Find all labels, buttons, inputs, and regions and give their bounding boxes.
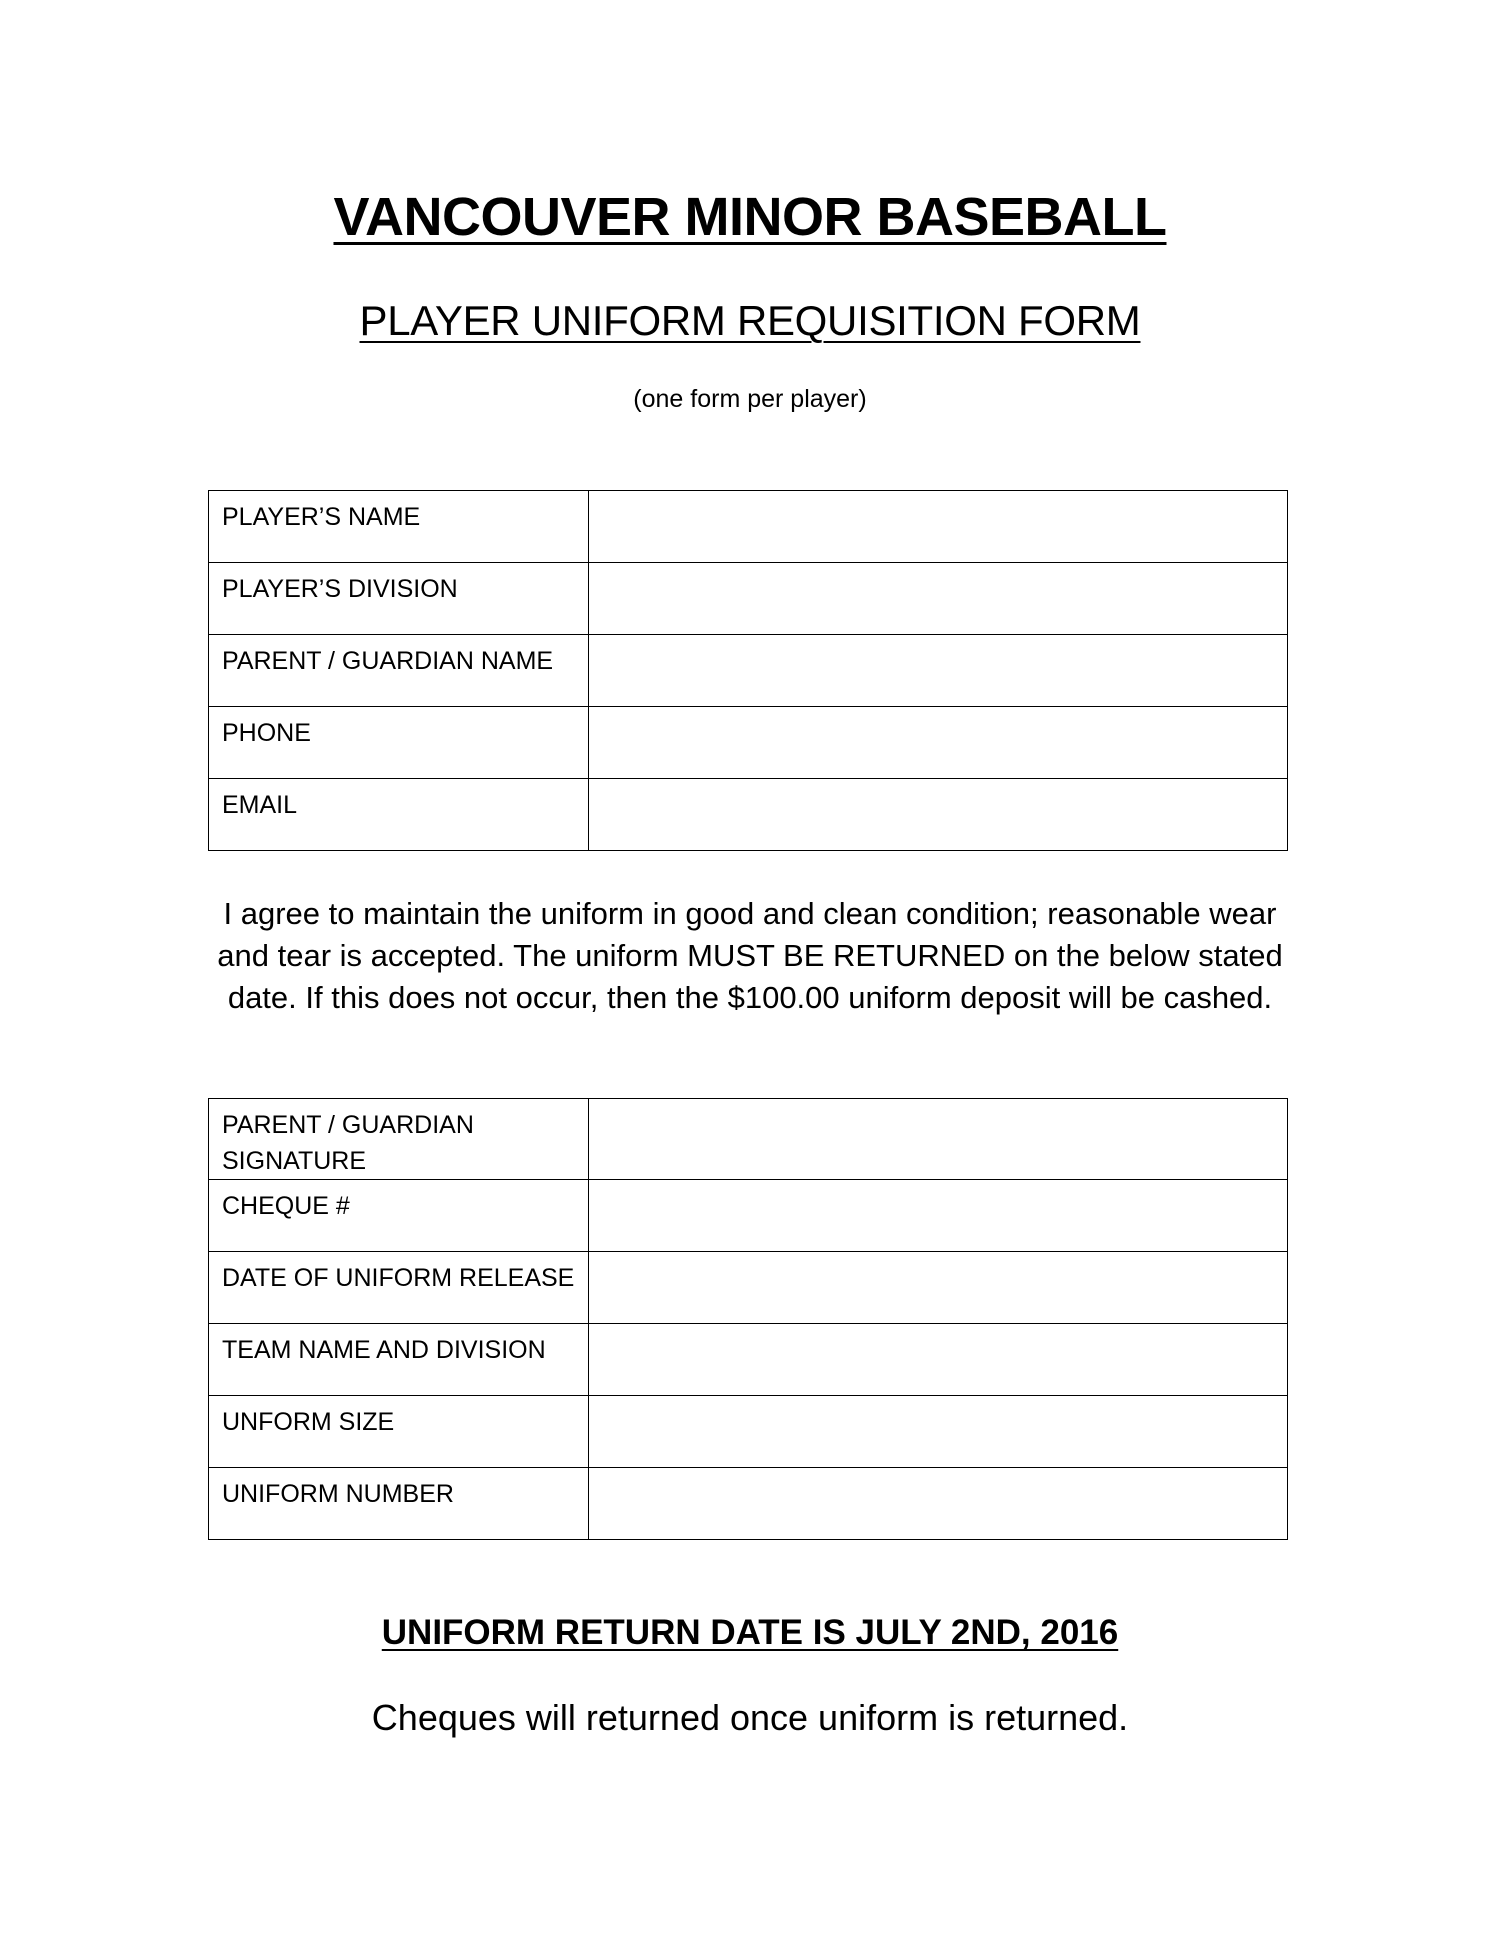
player-info-table	[208, 490, 1288, 851]
form-subtitle: PLAYER UNIFORM REQUISITION FORM	[359, 297, 1141, 344]
release-date-field[interactable]	[589, 1252, 1288, 1324]
cheque-number-row	[209, 1180, 1288, 1252]
uniform-size-label: UNFORM SIZE	[209, 1396, 589, 1468]
guardian-signature-field[interactable]	[589, 1099, 1288, 1180]
return-date-notice: UNIFORM RETURN DATE IS JULY 2ND, 2016	[381, 1613, 1119, 1652]
cheque-number-label: CHEQUE #	[209, 1180, 589, 1252]
team-division-field[interactable]	[589, 1324, 1288, 1396]
uniform-size-field[interactable]	[589, 1396, 1288, 1468]
uniform-number-row	[209, 1468, 1288, 1540]
phone-field[interactable]	[589, 707, 1288, 779]
guardian-name-row	[209, 635, 1288, 707]
phone-label: PHONE	[209, 707, 589, 779]
cheque-number-field[interactable]	[589, 1180, 1288, 1252]
uniform-info-table	[208, 1098, 1288, 1540]
release-date-row	[209, 1252, 1288, 1324]
guardian-name-label: PARENT / GUARDIAN NAME	[209, 635, 589, 707]
release-date-label: DATE OF UNIFORM RELEASE	[209, 1252, 589, 1324]
phone-row	[209, 707, 1288, 779]
uniform-size-row	[209, 1396, 1288, 1468]
uniform-number-label: UNIFORM NUMBER	[209, 1468, 589, 1540]
email-row	[209, 779, 1288, 851]
player-name-label: PLAYER’S NAME	[209, 491, 589, 563]
team-division-label: TEAM NAME AND DIVISION	[209, 1324, 589, 1396]
cheque-return-note: Cheques will returned once uniform is returned.	[371, 1697, 1129, 1738]
player-division-row	[209, 563, 1288, 635]
player-division-label: PLAYER’S DIVISION	[209, 563, 589, 635]
uniform-number-field[interactable]	[589, 1468, 1288, 1540]
email-field[interactable]	[589, 779, 1288, 851]
player-division-field[interactable]	[589, 563, 1288, 635]
form-note: (one form per player)	[633, 385, 867, 413]
team-division-row	[209, 1324, 1288, 1396]
player-name-row	[209, 491, 1288, 563]
guardian-signature-label: PARENT / GUARDIAN SIGNATURE	[209, 1099, 589, 1180]
agreement-paragraph: I agree to maintain the uniform in good and clean condition; reasonable wear and tear is accepted. The uniform MUST BE RETURNED on the below stated date. If this does not occur, then the $100.00 uniform deposit will be cashed.	[217, 896, 1283, 1015]
player-name-field[interactable]	[589, 491, 1288, 563]
email-label: EMAIL	[209, 779, 589, 851]
guardian-signature-row	[209, 1099, 1288, 1180]
form-title: VANCOUVER MINOR BASEBALL	[333, 187, 1167, 247]
guardian-name-field[interactable]	[589, 635, 1288, 707]
